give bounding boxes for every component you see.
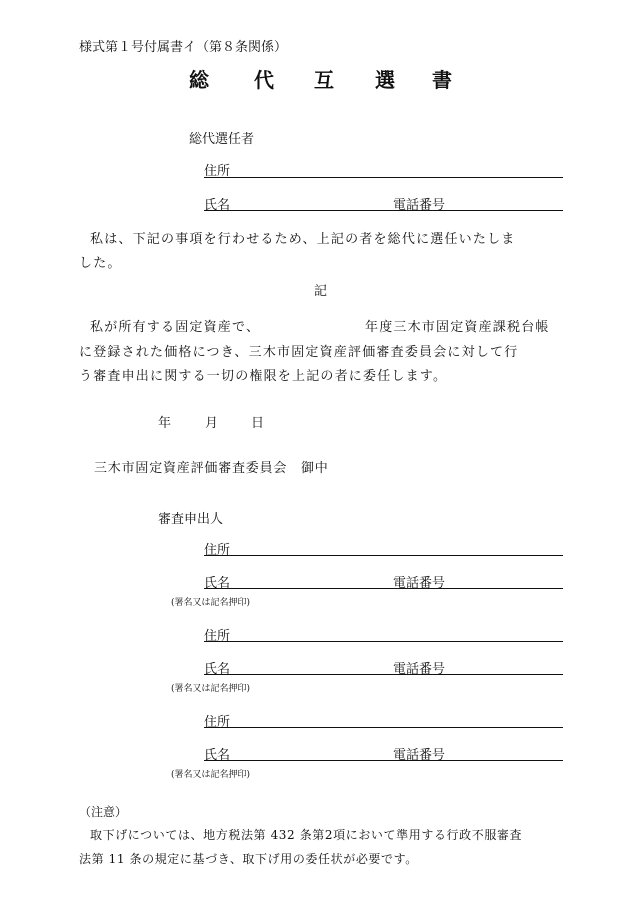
delegate-name-label: 氏名: [204, 198, 231, 213]
title-char: 総: [189, 68, 209, 92]
applicant-phone-label: 電話番号: [393, 662, 446, 677]
applicant-address-line: [204, 555, 563, 556]
applicant-address-label: 住所: [204, 629, 231, 644]
form-label: 様式第１号付属書イ（第８条関係）: [79, 40, 288, 55]
applicants-heading: 審査申出人: [158, 512, 224, 527]
date-year: 年: [158, 416, 172, 431]
delegate-heading: 総代選任者: [189, 132, 255, 147]
ki-label: 記: [314, 284, 328, 299]
applicant-name-label: 氏名: [204, 576, 231, 591]
body-line: う審査申出に関する一切の権限を上記の者に委任します。: [79, 369, 448, 384]
applicant-address-label: 住所: [204, 715, 231, 730]
applicant-name-line: [204, 674, 563, 675]
body-line: に登録された価格につき、三木市固定資産評価審査委員会に対して行: [79, 345, 519, 360]
delegate-address-line: [204, 177, 563, 178]
intro-line: した。: [79, 256, 122, 271]
applicant-name-label: 氏名: [204, 662, 231, 677]
intro-line: 私は、下記の事項を行わせるため、上記の者を総代に選任いたしま: [90, 232, 516, 247]
date-month: 月: [205, 416, 219, 431]
applicant-phone-label: 電話番号: [393, 748, 446, 763]
note-line: 取下げについては、地方税法第 432 条第2項において準用する行政不服審査: [90, 828, 523, 842]
applicant-name-line: [204, 588, 563, 589]
applicant-address-line: [204, 641, 563, 642]
date-day: 日: [251, 416, 265, 431]
applicant-phone-label: 電話番号: [393, 576, 446, 591]
applicant-name-label: 氏名: [204, 748, 231, 763]
delegate-phone-label: 電話番号: [393, 198, 446, 213]
seal-note: (署名又は記名押印): [171, 598, 251, 608]
title-char: 選: [375, 68, 395, 92]
note-heading: （注意）: [79, 805, 128, 819]
applicant-address-label: 住所: [204, 543, 231, 558]
body-line: 年度三木市固定資産課税台帳: [365, 320, 550, 335]
delegate-address-label: 住所: [204, 164, 231, 179]
title-char: 互: [314, 68, 334, 92]
body-line: 私が所有する固定資産で、: [90, 320, 261, 335]
addressee: 三木市固定資産評価審査委員会 御中: [94, 461, 329, 476]
applicant-name-line: [204, 760, 563, 761]
title-char: 書: [432, 68, 452, 92]
applicant-address-line: [204, 727, 563, 728]
note-line: 法第 11 条の規定に基づき、取下げ用の委任状が必要です。: [79, 852, 418, 866]
title-char: 代: [254, 68, 274, 92]
seal-note: (署名又は記名押印): [171, 684, 251, 694]
delegate-name-line: [204, 210, 563, 211]
seal-note: (署名又は記名押印): [171, 770, 251, 780]
